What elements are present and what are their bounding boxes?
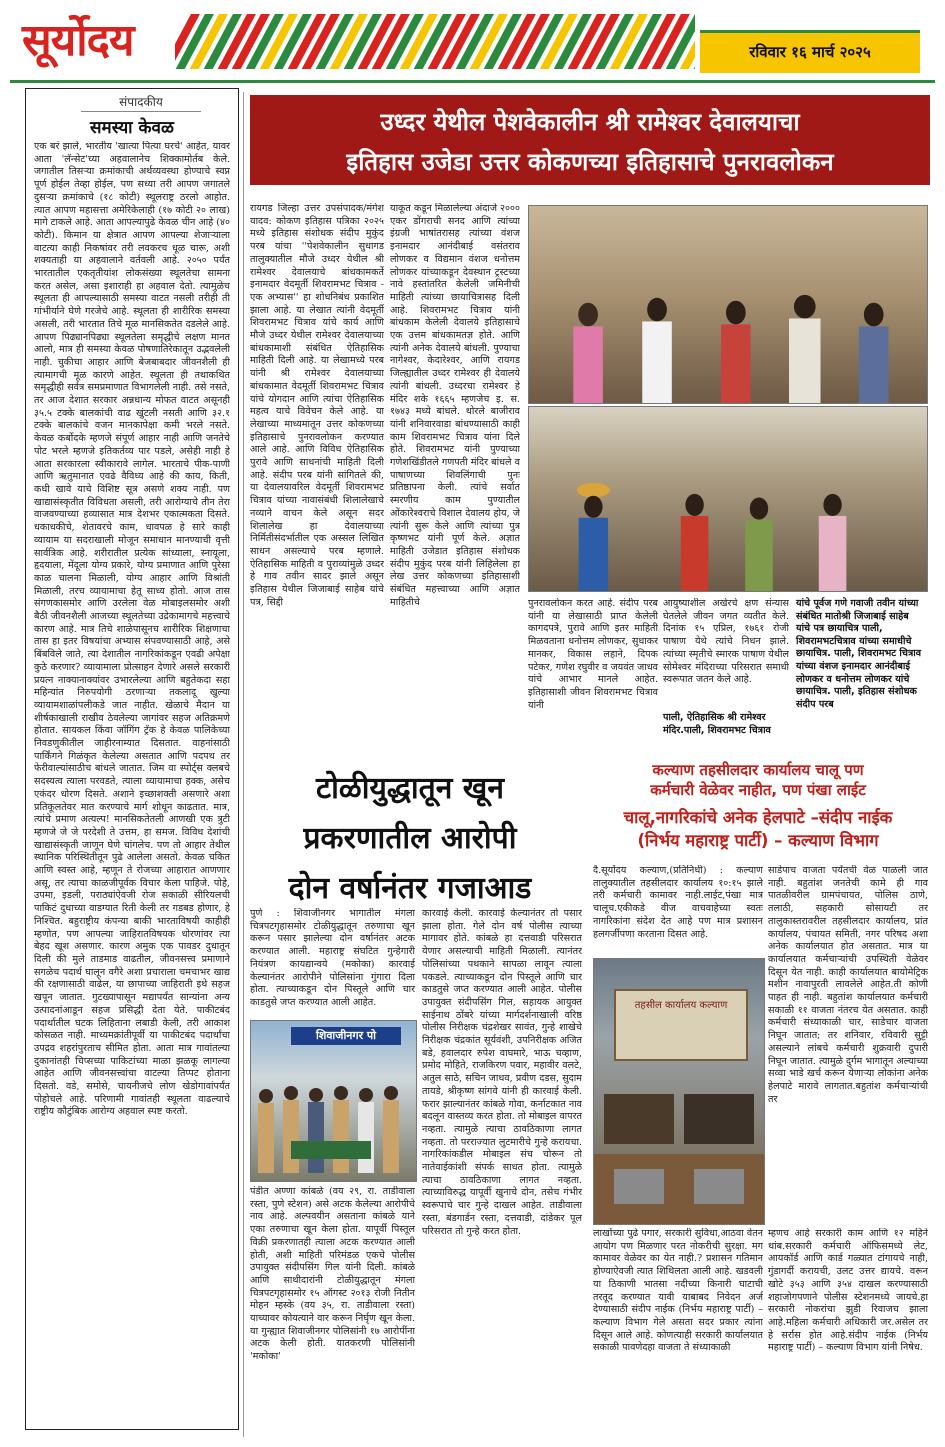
lead-headline-banner (250, 95, 930, 185)
newspaper-logo: सूर्योदय (22, 15, 134, 66)
issue-date: रविवार १६ मार्च २०२५ (749, 43, 871, 61)
market-photo-1 (528, 205, 928, 404)
masthead (0, 0, 945, 82)
lead-column-2: याकूत कडून मिळालेल्या अंदाजे २००० एकर डोंगराची सनद आणि त्यांच्या इंग्रजी भाषांतरासह त्यांच्या वंशज इनामदार आनंदीबाई वसंतराव लोणकर व विद्यमान वंशज धनोत्तम लोणकर यांच्याकडून देवस्थान ट्रस्टच्या नावे हस्तांतरित केलेली जमिनीची माहिती त्यांच्या छायाचित्रासह दिली आहे. शिवरामभट चित्राव यांनी बांधकाम केलेली देवालये इतिहासाचे एक उत्तम बांधकामतज्ञ होते. आणि त्यांनी अनेक देवालये बांधली. पुण्याचा नागेश्वर, केदारेश्वर, आणि रायगड जिल्ह्यातील उध्दर रामेश्वर ही देवालये त्यांनी बांधली. उध्दरचा रामेश्वर हे मंदिर शके १६६५ म्हणजेच इ. स. १७४३ मध्ये बांधले. थोरले बाजीराव यांनी शनिवारवाडा बांधण्यासाठी काही काम शिवरामभट चित्राव यांना दिले होते. शिवरामभट यांनी पुण्याच्या गणेशखिंडीतले गणपती मंदिर बांधले व पाषाणच्या शिवलिंगाची पुनः प्रतिष्ठापना केली. त्यांचे सर्वात स्मरणीय काम पुण्यातील ओंकारेश्वराचे विशाल देवालय होय, जे त्यांनी सुरू केले आणि त्यांच्या पुत्र कृष्णभट यांनी पूर्ण केले. अज्ञात माहिती उजेडात इतिहास संशोधक संदीप मुकुंद परब यांनी लिहिलेला हा लेख उत्तर कोकणच्या इतिहासाशी संबंधित महत्त्वाच्या आणि अज्ञात माहितीचे (390, 203, 520, 608)
lead-column-1: रायगड जिल्हा उत्तर उपसंपादक/मंगेश यादव: कोकण इतिहास पत्रिका २०२५ मध्ये इतिहास संशोधक संदीप मुकुंद परब यांचा ''पेशवेकालीन सुधागड तालुक्यातील मौजे उध्दर येथील श्री रामेश्वर देवालयाचे बांधकामकर्ते इनामदार वेदमूर्ती शिवरामभट चित्राव - एक अभ्यास'' हा शोधनिबंध प्रकाशित झाला आहे. या लेखात त्यांनी वेदमूर्ती शिवरामभट चित्राव यांचे कार्य आणि मौजे उध्दर येथील रामेश्वर देवालयाच्या बांधकामाशी संबंधित ऐतिहासिक माहिती दिली आहे. या लेखामध्ये परब यांनी श्री रामेश्वर देवालयाच्या बांधकामात वेदमूर्ती शिवरामभट चित्राव यांचे योगदान आणि त्यांचा ऐतिहासिक महत्व याचे विवेचन केले आहे. या लेखाच्या माध्यमातून उत्तर कोकणच्या इतिहासाचे पुनरावलोकन करण्यात आले आहे. आणि विविध ऐतिहासिक पुरावे आणि साधनांची माहिती दिली आहे. संदीप परब यांनी सांगितले की, या देवालयावरिल वेदमूर्ती शिवरामभट चित्राव यांच्या नावासंबंधी शिलालेखाचे नव्याने वाचन केले असून सदर शिलालेख हा देवालयाच्या निर्मितीसंदर्भातील एक अस्सल लिखित साधन असल्याचे परब म्हणाले. ऐतिहासिक माहिती व पुराव्यांमुळे उध्दर हे गाव तवीन सादर झाले असून इतिहास येथील जिजाबाई साहेब यांचे पत्र, सिद्दी (250, 203, 384, 608)
editorial-box (25, 88, 239, 1430)
story2-column-1b: पंडीत अण्णा कांबळे (वय २९, रा. ताडीवाला रस्ता, पुणे स्टेशन) असे अटक केलेल्या आरोपीचे नाव आहे. अल्पवयीन असताना कांबळे याने एका तरुणाचा खून केला होता. यापूर्वी पिस्तूल विक्री प्रकरणातही त्याला अटक करण्यात आली होती, अशी माहिती परिमंडळ एकचे पोलीस उपायुक्त संदीपसिंग गिल यांनी दिली. कांबळे आणि साथीदारांनी टोळीयुद्धातून मंगला चित्रपटगृहासमोर १५ ऑगस्ट २०१३ रोजी नितीन मोहन म्हस्के (वय ३५, रा. ताडीवाला रस्ता) याच्यावर कोयत्याने वार करून निर्घृण खून केला. या गुन्ह्यात शिवाजीनगर पोलिसांनी १७ आरोपींना अटक केली होती. यातकरणी पोलिसांनी 'मकोका' (250, 1186, 415, 1363)
editorial-title: समस्या केवळ (90, 118, 174, 138)
story3-column-1b: लाखोंच्या पुढे पगार, सरकारी सुविधा,आठवा वेतन आयोग पण मिळणार परत नोकरीची सुरक्षा. मग कामावर वेळेवर का येत नाही.? प्रशासन गतिमान होण्याऐवजी त्यात शिथिलता आली आहे. खडवली या ठिकाणी भातसा नदीच्या किनारी घाटाची तरतूद करण्यात यावी याबाबद निवेदन अर्ज देण्यासाठी संदीप नाईक (निर्भय महाराष्ट्र पार्टी) – कल्याण विभाग गेले असता सदर प्रकार त्यांना दिसून आले आहे. कोणत्याही सरकारी कार्यालयात सकाळी पावणेदहा वाजता ते संध्याकाळी (593, 1228, 763, 1354)
story2-column-2: कारवाई केली. कारवाई केल्यानंतर तो पसार झाला होता. गेले दोन वर्ष पोलीस त्याच्या मागावर होते. कांबळे हा दत्तवाडी परिसरात येणार असल्याची माहिती मिळाली. त्यानंतर पोलिसांच्या पथकाने सापळा लावून त्याला पकडले. त्याच्याकडून दोन पिस्तूले आणि चार काडतुसे जप्त करण्यात आली आहेत. पोलीस उपायुक्त संदीपसिंग गिल, सहायक आयुक्त साईनाथ ठोंबरे यांच्या मार्गदर्शनाखाली वरिष्ठ पोलीस निरीक्षक चंद्रशेखर सावंत, गुन्हे शाखेचे निरीक्षक चंद्रकांत सूर्यवंशी, उपनिरीक्षक अजित बडे, हवालदार रुपेश वाघमारे, भाऊ चव्हाण, प्रमोद मोहिते, राजकिरण पवार, महावीर वलटे, अतुल साठे, सचिन जाधव, प्रवीण दडस, सुदाम तायडे, श्रीकृष्ण सांगवे यांनी ही कारवाई केली. फरार झाल्यानंतर कांबळे गोवा, कर्नाटकात नाव बदलून वास्तव्य करत होता. तो मोबाइल वापरत नव्हता. त्यामुळे त्याचा ठावठिकाणा लागत नव्हता. तो परराज्यात लुटमारीचे गुन्हे करायचा. नागरिकांकडील मोबाइल संच चोरून तो नातेवाईकांशी संपर्क साधत होता. त्यामुळे त्याचा ठावठिकाणा लागत नव्हता. त्याच्याविरुद्ध यापूर्वी खुनाचे दोन, तसेच गंभीर स्वरूपाचे चार गुन्हे दाखल आहेत. ताडीवाला रस्ता, बंडगार्डन रस्ता, दत्तवाडी, दांडेकर पूल परिसरात तो गुन्हे करत होता. (422, 908, 582, 1237)
police-group-photo (250, 1020, 417, 1182)
story3-headline-c: चालू,नागरिकांचे अनेक हेलपाटे –संदीप नाईक (623, 808, 893, 827)
decorative-stripes (175, 14, 695, 69)
lead-column-3: पुनरावलोकन करत आहे. संदीप परब यांनी या लेखासाठी प्राप्त केलेली कागदपत्रे, पुरावे आणि इतर माहिती मिळवताना धनोत्तम लोणकर, सुधाकर मानकर, विकास लहाने, दिपक पटेकर, गणेश रघुवीर व जयवंत जाधव यांचे आभार मानले आहेत. इतिहासाशी जीवन शिवरामभट चित्राव यांनी (528, 598, 658, 711)
story2-headline-line1: टोळीयुद्धातून खून (316, 771, 504, 806)
story3-headline-a: कल्याण तहसीलदार कार्यालय चालू पण (652, 761, 864, 779)
story3-column-1: दै.सूर्योदय कल्याण,(प्रतिनिधी) : कल्याण तालुक्यातील तहसीलदार कार्यालय १०:१५ झाले तरी कर्मचारी कामावर नाही.लाईट,पंखा मात्र चालूच.एकीकडे वीज वाचवाहेच्या स्वतः नागरिकांना संदेश देत आहे पण मात्र प्रशासन हलगर्जीपणा करताना दिसत आहे. (593, 865, 763, 940)
story2-headline-line3: दोन वर्षानंतर गजाआड (288, 871, 532, 906)
office-signboard: तहसील कार्यालय कल्याण (614, 989, 748, 1061)
editorial-body: एक बरं झाले, भारतीय 'खात्या पित्या घरचे' आहेत, यावर आता 'लॅन्सेट'च्या अहवालानेच शिक्कामोर्तब केले. जगातील तिसऱ्या क्रमांकाची अर्थव्यवस्था होण्याचे स्वप्न पूर्ण होईल तेव्हा होईल, पण सध्या तरी आपण जगातले दुसऱ्या क्रमांकाचे (१८ कोटी) स्थूलराष्ट्र ठरलो आहोत. त्यात आपण महासत्ता अमेरिकेलाही (१७ कोटी २० लाख) मागे टाकले आहे. आता आपल्यापुढे केवळ चीन आहे (४० कोटी). किमान या क्षेत्रात आपण आपल्या शेजाऱ्याला वाटत्या काही निकषांवर तरी लवकरच धूळ चारू, अशी शक्यताही या अहवालाने वर्तवली आहे. २०५० पर्यंत भारतातील एकतृतीयांश लोकसंख्या स्थूलतेचा सामना करत असेल, असा इशाराही हा अहवाल देतो. त्यामुळेच स्थूलता ही आपल्यासाठी समस्या वाटत नसली तरीही ती गांभीर्याने घेणे गरजेचे आहे. स्थूलता ही शारीरिक समस्या असली, तरी भारतात तिचे मूळ मानसिकतेत दडलेले आहे. आपण पिढ्यानपिढ्या स्थूलतेला समृद्धीचे लक्षण मानत आलो, मात्र ही समस्या केवळ पोषणातिरेकातून उद्भवलेली नाही. चुकीचा आहार आणि बेजबाबदार जीवनशैली ही त्यामागची मूळ कारणे आहेत. स्थूलता ही तथाकथित समृद्धीही सर्वत्र समप्रमाणात विभागलेली नाही. तसे नसते, तर आज देशात सरकार अन्नधान्य मोफत वाटत असूनही ३५.५ टक्के बालकांची वाढ खुंटली नसती आणि ३२.१ टक्के बालकांचे वजन मानकापेक्षा कमी भरले नसते. केवळ कर्बोदके म्हणजे संपूर्ण आहार नाही आणि जनतेचे पोट भरले म्हणजे इतिकर्तव्य पार पडले, असेही नाही हे आता सरकारला स्वीकारावे लागेल. भारताचे पीक-पाणी आणि ऋतुमानात एवढे वैविध्य आहे की काय, किती, कधी खावे याचे विशिष्ट सूत्र असणे शक्य नाही. पण खाद्यासंस्कृतीत विविधता असली, तरी आरोग्याचे तीन तेरा वाजवण्याच्या हव्यासात मात्र देशभर एकात्मकता दिसते. धकाधकीचे, शेतावरचे काम, धावपळ हे सारे काही व्यायाम या सदराखाली मोजून समाधान मानण्याची वृत्ती सार्वत्रिक आहे. शरीरातील प्रत्येक सांध्याला, स्नायूला, हृदयाला, मेंदूला योग्य प्रकारे, योग्य प्रमाणात आणि पुरेसा काळ चालना मिळाली, योग्य आहार आणि विश्रांती मिळाली, तरच व्यायामाचा हेतू साध्य होतो. आज तास संगणकासमोर आणि उरलेला वेळ मोबाइलसमोर अशी बैठी जीवनशैली आजच्या स्थूलतेच्या उद्रेकामागचे महत्त्वाचे कारण आहे. मात्र तिचे शाळेपासूनच शारीरिक शिक्षणाचा तास हा इतर विषयांचा अभ्यास संपवण्यासाठी आहे, असे बिंबविले जाते, त्या देशातील नागरिकांकडून एवढी अपेक्षा कुठे करणार? व्यायामाला प्रोत्साहन देणारे असले सरकारी प्रयत्न नाक्यानाक्यांवर उभारलेल्या आणि बहुतेकदा सहा महिन्यांत निरुपयोगी ठरणाऱ्या तकलादू खुल्या व्यायामशाळांपलीकडे जात नाहीत. खेळाचे मैदान या शीर्षकाखाली राखीव ठेवलेल्या जागांवर सहज अतिक्रमणे होतात. सायकल किंवा जॉगिंग ट्रॅक हे केवळ पालिकेच्या निवडणुकीतील जाहीरनाम्यात दिसतात. वाहनांसाठी पार्किंगने गिळंकृत केलेल्या असतात आणि पदपथ तर फेरीवाल्यांसाठीच बांधले जातात. जिम वा स्पोर्ट्स क्लबचे सदस्यत्व त्याला परवडते, त्याला व्यायामाचा हक्क, असेच एकंदर धोरण दिसते. अशाने इच्छाशक्ती असणारे अशा प्रतिकूलतेवर मात करण्याचे मार्ग शोधून काढतात. मात्र, त्यांचे प्रमाण अत्यल्प! मानसिकतेतली आणखी एक त्रुटी म्हणजे जे जे परदेशी ते उत्तम, हा समज. विविध देशांची खाद्यासंस्कृती जाणून घेणे चांगलेच. पण तो आहार तेथील स्थानिक परिस्थितीतून पुढे आलेला असतो. केवळ चकित आणि स्वस्त आहे, म्हणून ते रोजच्या आहारात आणणार असू, तर त्याचा काळजीपूर्वक विचार केला पाहिजे. पोहे, उपमा, इडली, पराठ्यांऐवजी रोज सकाळी सीरियलची पाकिटं दुधाच्या वाडग्यात रिती केली तर गडबड होणार, हे निश्चित. बहुराष्ट्रीय कंपन्या बाकी भारताविषयी काहीही म्हणोत, पण आपल्या जाहिरातविषयक धोरणांवर त्या बेहद खूश असणार. कारण अमुक एक पावडर दुधातून दिली की मुले ताडमाड वाढतील, जीवनसत्त्व प्रमाणाने सगळेच पदार्थ घालून वगैरे अशा प्रचाराला चमचाभर खाद्य की रक्षणासाठी वाढेल, या छापाच्या जाहिराती इथे सहज खपून जातात. गुटख्यापासून मद्यापर्यंत सान्यांना अन्य उत्पादनांआडून सहज प्रसिद्धी देता येते. पाकीटबंद पदार्थातील घटक लिहिताना लबाडी केली, तरी आकाश कोसळत नाही. माध्यमक्रांतीपूर्वी या पाकीटबंद पदार्थांचा उपद्रव शहरांपुरताच सीमित होता. आता मात्र गावांतल्या दुकानांतही चिप्सच्या पाकिटांच्या माळा झळकू लागल्या आहेत आणि जीवनसत्त्वांचा वाटल्या तिप्पट होताना दिसतो. वडे, समोसे, चायनीजचे लोण खेडोगावांपर्यंत पोहोचले आहे. परिणामी गावांतही स्थूलता वाढल्याचे राष्ट्रीय कौटुंबिक आरोग्य अहवाल स्पष्ट करतो. (34, 141, 230, 1118)
crowd-figures (529, 285, 923, 403)
story3-column-2: साडेपाच वाजता पर्यंतची वेळ पाळली जात नाही. बहुतांश जनतेची कामे ही गाव पातळीवरील ग्रामपंचायत, पोलिस ठाणे, तलाठी, सहकारी सोसायटी तर तालुकास्तरावरील तहसीलदार कार्यालय, प्रांत कार्यालय, पंचायत समिती, नगर परिषद अशा अनेक कार्यालयात होत असतात. मात्र या कार्यालयात कर्मचाऱ्यांची उपस्थिती वेळेवर दिसून येत नाही. काही कार्यालयात बायोमेट्रिक मशीन नावापुरती लावलेले आहेत.ती कोणी पाहत ही नाही. बहुतांश कार्यालयात कर्मचारी सकाळी ११ वाजता नंतरच येत असतात. काही कर्मचारी संध्याकाळी चार, साडेचार वाजता निघून जातात; तर शनिवार, रविवारी सुट्टी असल्याने लांबचे कर्मचारी शुक्रवारी दुपारी निघून जातात. त्यामुळे दुर्गम भागातून अल्याच्या सव्वा भाडे खर्च करून येणाऱ्या लोकांना अनेक हेलपाटे मारावे लागतात.बहुतांश कर्मचाऱ्यांची तर (768, 865, 928, 1105)
tahsil-office-photo (593, 958, 765, 1225)
police-station-banner: शिवाजीनगर पो (291, 1027, 401, 1045)
story2-column-1: पुणे : शिवाजीनगर भागातील मंगला चित्रपटगृहासमोर टोळीयुद्धातून तरुणाचा खून करून पसार झालेल्या दोन वर्षानंतर अटक करण्यात आली. महाराष्ट्र संघटित गुन्हेगारी नियंत्रण कायद्यान्वये (मकोका) कारवाई केल्यानंतर आरोपीने पोलिसांना गुंगारा दिला होता. त्याच्याकडून दोन पिस्तूले आणि चार काडतुसे जप्त करण्यात आली आहेत. (250, 908, 415, 1008)
story3-column-2b: म्हणच आहे सरकारी काम आणि १२ महिने थांब.सरकारी कर्मचारी ऑफिसमध्ये लेट, आयकॉर्ड आणि कार्ड गळ्यात टांगायचे नाही, गुंडागर्दी करायची, उलट उत्तर द्यायचे. वरून खोटे ३५३ आणि ३५४ दाखल करण्यासाठी शहाजोगपणाने पोलीस स्टेशनमध्ये जायचे.हा सरकारी नोकरांचा झुडी रिवाजच झाला आहे.महिला कर्मचारी अधिकारी जर.असेल तर हे सर्रास होत आहे.संदीप नाईक (निर्भय महाराष्ट्र पार्टी) – कल्याण विभाग यांनी निषेध. (768, 1228, 928, 1354)
date-box (700, 30, 920, 73)
column-rule (243, 92, 244, 1437)
police-figures (251, 1071, 416, 1181)
story3-headline-b: कर्मचारी वेळेवर नाहीत, पण पंखा लाईट (650, 781, 866, 799)
story2-headline-line2: प्रकरणातील आरोपी (303, 821, 517, 856)
photo-caption-a: पाली, ऐतिहासिक श्री रामेश्वर मंदिर.पाली, शिवरामभट चित्राव (663, 712, 771, 736)
photo-caption-b: यांचे पूर्वज गणे गवाजी तवीन यांच्या संबंधित मातोश्री जिजाबाई साहेब यांचे पत्र छायाचित्र पाली, शिवरामभटचित्राव यांच्या समाधीचे छायाचित्र. पाली, शिवरामभट चित्राव यांच्या वंशज इनामदार आनंदीबाई लोणकर व धनोत्तम लोणकर यांचे छायाचित्र. पाली, इतिहास संशोधक संदीप परब (796, 598, 922, 710)
lead-headline-line2: इतिहास उजेडा उत्तर कोकणच्या इतिहासाचे पुनरावलोकन (346, 148, 834, 176)
story3-headline (588, 760, 928, 855)
masthead-rule (10, 80, 935, 83)
story3-headline-d: (निर्भय महाराष्ट्र पार्टी) – कल्याण विभाग (637, 831, 879, 850)
market-photo-2 (528, 406, 928, 592)
editorial-kicker: संपादकीय (81, 93, 201, 112)
lead-column-4: आयुष्याशील अखेरचे क्षण संन्यास घेतलेले जीवन जगत व्यतीत केले. दिनांक १५ एप्रिल, १७६१ रोजी पाषाण येथे त्यांचे निधन झाले. त्यांच्या स्मृतीचे स्मारक पाषाण येथील सोमेश्वर मंदिराच्या परिसरात समाधी स्वरूपात जतन केले आहे. (663, 598, 789, 686)
lead-headline-line1: उध्दर येथील पेशवेकालीन श्री रामेश्वर देवालयाचा (380, 108, 800, 136)
crowd-figures (529, 481, 897, 591)
office-interior (594, 1074, 764, 1224)
